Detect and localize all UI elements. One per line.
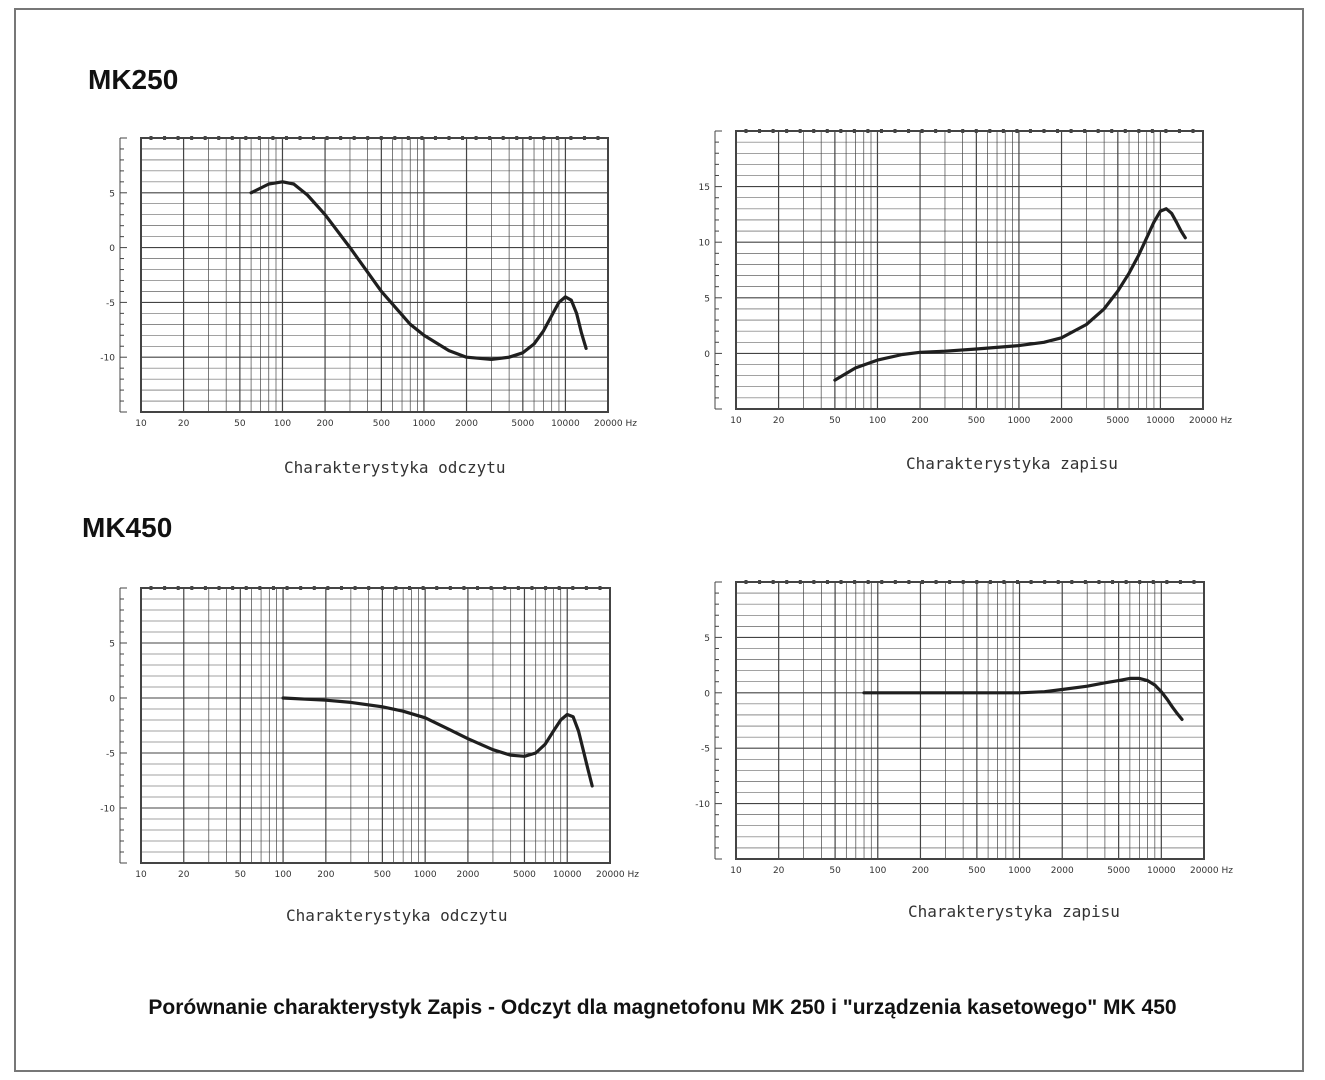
top-marker: [840, 580, 843, 584]
section-title-mk450: MK450: [82, 512, 173, 543]
x-tick-label: 2000: [455, 419, 478, 429]
x-tick-label: 10000: [551, 419, 580, 429]
top-marker: [799, 580, 802, 584]
top-marker: [758, 580, 761, 584]
x-tick-label: 100: [273, 419, 292, 429]
y-tick-label: -10: [100, 804, 115, 815]
x-tick-label: 200: [911, 866, 930, 876]
top-marker: [1125, 580, 1128, 584]
x-tick-label: 5000: [513, 870, 536, 880]
top-marker: [1057, 580, 1060, 584]
y-tick-label: 10: [698, 238, 710, 249]
top-marker: [826, 580, 829, 584]
y-tick-label: 5: [704, 633, 710, 644]
x-tick-label: 50: [829, 416, 841, 426]
y-tick-label: 0: [109, 694, 115, 705]
x-tick-label: 1000: [413, 870, 437, 880]
x-tick-label: 20: [178, 870, 190, 880]
mk250-read-caption: Charakterystyka odczytu: [284, 458, 506, 477]
top-marker: [880, 580, 883, 584]
x-tick-label: 100: [869, 866, 887, 876]
top-marker: [1002, 580, 1005, 584]
top-marker: [989, 580, 992, 584]
x-tick-label: 2000: [456, 870, 480, 880]
top-marker: [1043, 580, 1046, 584]
x-tick-label: 20: [177, 419, 190, 429]
plot-frame: [736, 582, 1204, 859]
series-line: [864, 678, 1182, 719]
top-marker: [907, 580, 910, 584]
top-marker: [812, 580, 815, 584]
x-tick-label: 10000: [1146, 416, 1175, 426]
top-marker: [867, 580, 870, 584]
x-tick-label: 50: [234, 419, 246, 429]
y-tick-label: -10: [695, 800, 710, 811]
x-tick-label: 500: [967, 416, 985, 426]
top-marker: [1030, 580, 1033, 584]
section-title-mk250: MK250: [88, 64, 179, 95]
x-tick-label: 20000 Hz: [596, 870, 639, 880]
x-tick-label: 200: [316, 419, 334, 429]
y-tick-label: 0: [704, 349, 710, 360]
x-tick-label: 500: [968, 866, 986, 876]
y-tick-label: 5: [109, 639, 115, 650]
mk450-read-caption: Charakterystyka odczytu: [286, 906, 508, 925]
y-tick-label: -5: [106, 749, 115, 760]
top-marker: [935, 580, 938, 584]
x-tick-label: 10: [135, 870, 147, 880]
x-tick-label: 20000 Hz: [594, 419, 637, 429]
top-marker: [962, 580, 965, 584]
x-tick-label: 500: [372, 419, 390, 429]
top-marker: [921, 580, 924, 584]
x-tick-label: 20000 Hz: [1189, 416, 1232, 426]
y-tick-label: 5: [109, 189, 115, 200]
top-marker: [1152, 580, 1155, 584]
footer-caption: Porównanie charakterystyk Zapis - Odczyt dla magnetofonu MK 250 i "urządzenia kasetowego" MK 450: [148, 996, 1177, 1019]
y-tick-label: -10: [100, 353, 115, 364]
x-tick-label: 50: [829, 866, 841, 876]
mk250-write-caption: Charakterystyka zapisu: [906, 454, 1118, 473]
y-tick-label: 0: [704, 689, 710, 700]
x-tick-label: 20: [772, 416, 785, 426]
x-tick-label: 5000: [1106, 416, 1130, 426]
y-tick-label: -5: [106, 298, 115, 309]
y-tick-label: -5: [701, 744, 710, 755]
top-marker: [948, 580, 951, 584]
top-marker: [894, 580, 897, 584]
x-tick-label: 1000: [1007, 416, 1031, 426]
x-tick-label: 2000: [1050, 866, 1074, 876]
top-marker: [1084, 580, 1087, 584]
x-tick-label: 5000: [511, 419, 535, 429]
x-tick-label: 1000: [1008, 866, 1032, 876]
x-tick-label: 2000: [1050, 416, 1073, 426]
y-tick-label: 5: [704, 294, 710, 305]
top-marker: [1193, 580, 1196, 584]
top-marker: [745, 580, 748, 584]
x-tick-label: 5000: [1107, 866, 1131, 876]
x-tick-label: 10: [730, 866, 742, 876]
x-tick-label: 200: [911, 416, 929, 426]
x-tick-label: 10000: [1147, 866, 1176, 876]
top-marker: [1179, 580, 1182, 584]
x-tick-label: 1000: [412, 419, 436, 429]
top-marker: [1016, 580, 1019, 584]
top-marker: [1165, 580, 1168, 584]
x-tick-label: 20000 Hz: [1190, 866, 1233, 876]
top-marker: [975, 580, 978, 584]
x-tick-label: 200: [317, 870, 335, 880]
top-marker: [772, 580, 775, 584]
x-tick-label: 50: [234, 870, 247, 880]
top-marker: [1097, 580, 1100, 584]
mk450-write-caption: Charakterystyka zapisu: [908, 902, 1120, 921]
top-marker: [1070, 580, 1073, 584]
x-tick-label: 500: [373, 870, 391, 880]
x-tick-label: 10: [730, 416, 742, 426]
x-tick-label: 20: [772, 866, 785, 876]
x-tick-label: 100: [868, 416, 887, 426]
top-marker: [1111, 580, 1114, 584]
top-marker: [853, 580, 856, 584]
y-tick-label: 15: [698, 183, 710, 194]
top-marker: [1138, 580, 1141, 584]
x-tick-label: 10000: [552, 870, 582, 880]
x-tick-label: 100: [274, 870, 292, 880]
y-tick-label: 0: [109, 244, 115, 255]
x-tick-label: 10: [135, 419, 147, 429]
top-marker: [785, 580, 788, 584]
